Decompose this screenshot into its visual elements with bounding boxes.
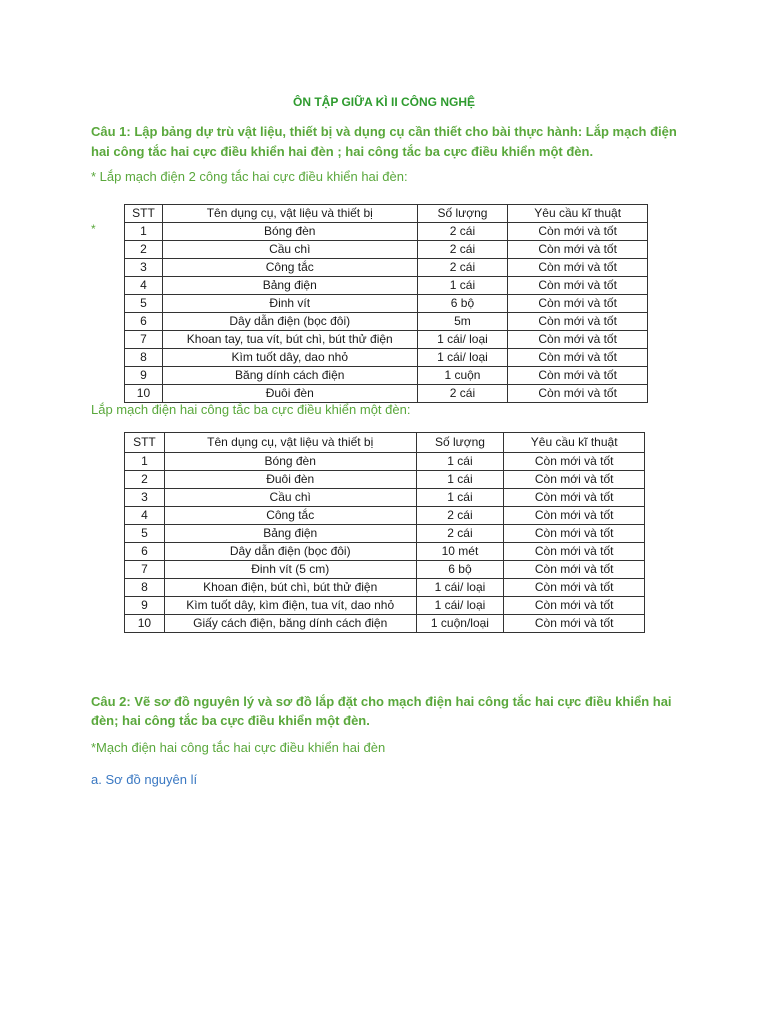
table-cell: Còn mới và tốt [508,223,648,241]
materials-table-1 [124,204,648,403]
table-cell: 10 mét [416,543,504,561]
table-row [125,453,645,471]
table-cell: 6 bộ [417,295,508,313]
table-row [125,259,648,277]
table-row [125,385,648,403]
table-cell: Còn mới và tốt [508,259,648,277]
table-row [125,313,648,331]
table-cell: Còn mới và tốt [504,543,645,561]
table-cell: Còn mới và tốt [504,597,645,615]
table-row [125,561,645,579]
table-cell: Còn mới và tốt [504,453,645,471]
table-cell: 1 cái/ loại [417,331,508,349]
question-1: Câu 1: Lập bảng dự trù vật liệu, thiết bị và dụng cụ cần thiết cho bài thực hành: Lắp mạch điện hai công tắc hai cực điều khiển hai đèn ; hai công tắc ba cực điều khiển một đèn. [91,124,677,159]
table-cell: 7 [125,331,163,349]
table-row [125,241,648,259]
table-cell: 1 cái/ loại [417,349,508,367]
column-header: STT [125,433,165,453]
table-cell: Đuôi đèn [164,471,416,489]
table-cell: Còn mới và tốt [504,471,645,489]
table-row [125,349,648,367]
table-cell: 2 cái [416,507,504,525]
table-row [125,471,645,489]
table-cell: 10 [125,615,165,633]
table-cell: 2 cái [417,223,508,241]
table-cell: Còn mới và tốt [508,331,648,349]
table-cell: Đinh vít (5 cm) [164,561,416,579]
table-cell: Công tắc [164,507,416,525]
table-cell: 3 [125,259,163,277]
table-cell: Băng dính cách điện [162,367,417,385]
table-cell: 1 [125,453,165,471]
table-cell: Còn mới và tốt [508,349,648,367]
table-cell: 1 cái [416,453,504,471]
table-cell: Khoan tay, tua vít, bút chì, bút thử điện [162,331,417,349]
table-cell: Còn mới và tốt [508,277,648,295]
table-row [125,507,645,525]
table-row [125,597,645,615]
table-cell: 1 cuộn/loại [416,615,504,633]
table-cell: 2 cái [417,385,508,403]
table-row [125,295,648,313]
table-cell: 1 cái/ loại [416,597,504,615]
section-2-heading: Lắp mạch điện hai công tắc ba cực điều khiển một đèn: [91,402,411,417]
document-title: ÔN TẬP GIỮA KÌ II CÔNG NGHỆ [293,95,475,109]
table-row [125,489,645,507]
table-cell: Còn mới và tốt [504,525,645,543]
table-cell: Khoan điện, bút chì, bút thử điện [164,579,416,597]
table-header-row [125,433,645,453]
section-4-heading: a. Sơ đồ nguyên lí [91,772,198,787]
table-cell: 2 [125,471,165,489]
table-cell: Cầu chì [162,241,417,259]
table-cell: 5 [125,295,163,313]
table-cell: 6 bộ [416,561,504,579]
table-row [125,331,648,349]
table-cell: Còn mới và tốt [508,367,648,385]
table-cell: 5 [125,525,165,543]
table-cell: 8 [125,349,163,367]
table-cell: Còn mới và tốt [508,385,648,403]
table-header-row [125,205,648,223]
table-row [125,277,648,295]
table-cell: 4 [125,277,163,295]
column-header: Yêu cầu kĩ thuật [508,205,648,223]
table-cell: Còn mới và tốt [504,561,645,579]
table-cell: 4 [125,507,165,525]
table-cell: 5m [417,313,508,331]
table-cell: 7 [125,561,165,579]
table-cell: 9 [125,367,163,385]
table-cell: Đinh vít [162,295,417,313]
table-row [125,543,645,561]
table-cell: 2 [125,241,163,259]
table-cell: Còn mới và tốt [508,241,648,259]
table-cell: Bảng điện [164,525,416,543]
column-header: STT [125,205,163,223]
question-2: Câu 2: Vẽ sơ đồ nguyên lý và sơ đồ lắp đặt cho mạch điện hai công tắc hai cực điều khiển hai đèn; hai công tắc ba cực điều khiển một đèn. [91,694,672,728]
column-header: Tên dụng cụ, vật liệu và thiết bị [162,205,417,223]
table-cell: 3 [125,489,165,507]
table-cell: Bảng điện [162,277,417,295]
table-cell: 10 [125,385,163,403]
table-cell: 2 cái [417,241,508,259]
table-cell: Còn mới và tốt [504,489,645,507]
section-3-heading: *Mạch điện hai công tắc hai cực điều khiển hai đèn [91,740,386,755]
column-header: Số lượng [416,433,504,453]
table-cell: 1 cái [416,489,504,507]
table-cell: 2 cái [416,525,504,543]
section-1-heading: * Lắp mạch điện 2 công tắc hai cực điều khiển hai đèn: [91,169,408,184]
table-cell: Cầu chì [164,489,416,507]
table-cell: Dây dẫn điện (bọc đôi) [162,313,417,331]
table-cell: 6 [125,313,163,331]
table-cell: Còn mới và tốt [508,295,648,313]
table-cell: 9 [125,597,165,615]
table-row [125,615,645,633]
table-cell: Còn mới và tốt [508,313,648,331]
table-cell: 1 cái [416,471,504,489]
table-cell: Bóng đèn [164,453,416,471]
table-cell: 1 cái/ loại [416,579,504,597]
table-cell: 1 [125,223,163,241]
table-cell: Còn mới và tốt [504,615,645,633]
table-row [125,223,648,241]
table-cell: Đuôi đèn [162,385,417,403]
table-cell: 8 [125,579,165,597]
column-header: Số lượng [417,205,508,223]
table-cell: 2 cái [417,259,508,277]
table-cell: Dây dẫn điện (bọc đôi) [164,543,416,561]
table-row [125,525,645,543]
table-cell: Còn mới và tốt [504,579,645,597]
table-cell: Bóng đèn [162,223,417,241]
table-cell: Kìm tuốt dây, dao nhỏ [162,349,417,367]
table-row [125,579,645,597]
stray-asterisk: * [91,222,96,236]
table-cell: 1 cái [417,277,508,295]
column-header: Tên dụng cụ, vật liệu và thiết bị [164,433,416,453]
materials-table-2 [124,432,645,633]
table-cell: 1 cuộn [417,367,508,385]
column-header: Yêu cầu kĩ thuật [504,433,645,453]
table-cell: Kìm tuốt dây, kìm điện, tua vít, dao nhỏ [164,597,416,615]
table-cell: 6 [125,543,165,561]
table-row [125,367,648,385]
table-cell: Còn mới và tốt [504,507,645,525]
table-cell: Công tắc [162,259,417,277]
table-cell: Giấy cách điện, băng dính cách điện [164,615,416,633]
